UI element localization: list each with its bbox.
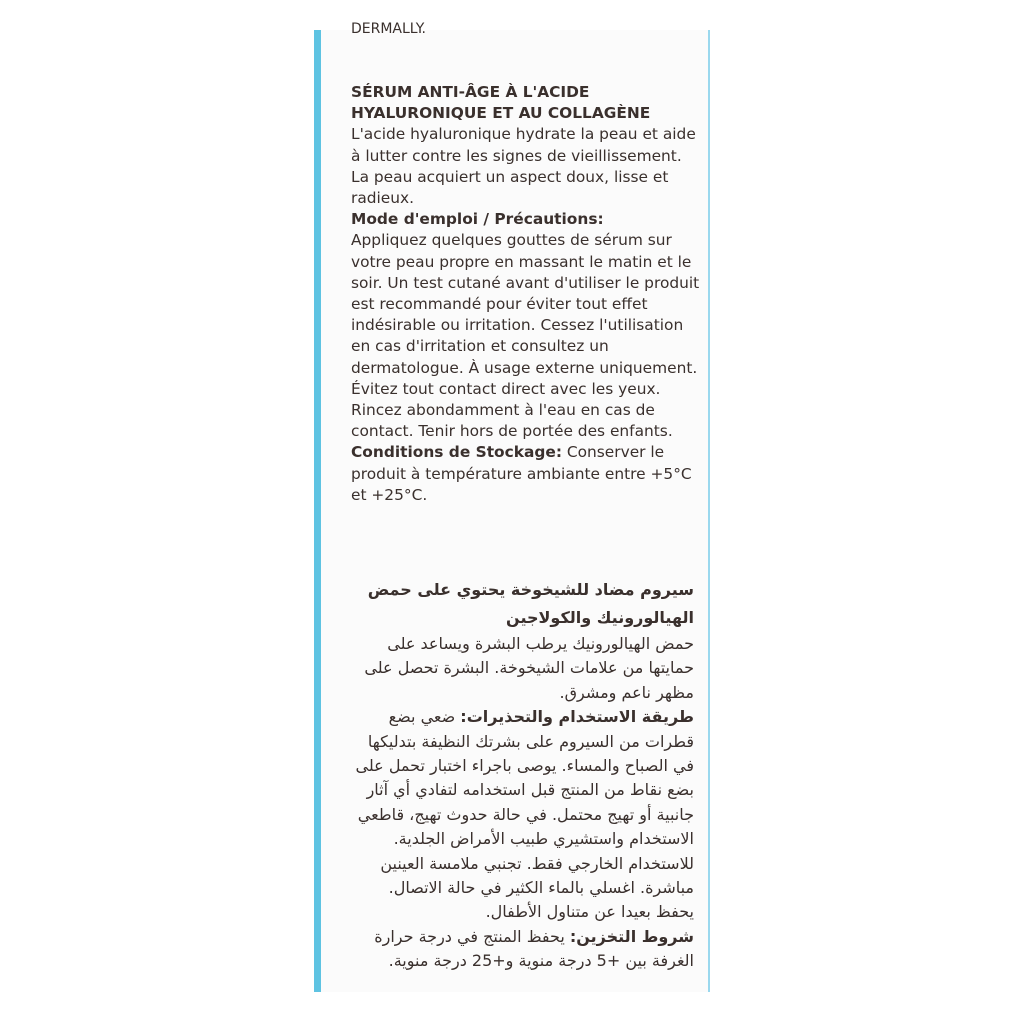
arabic-storage-text: يحفظ المنتج في درجة حرارة الغرفة بين +5 درجة منوية و+25 درجة منوية.	[374, 926, 694, 971]
arabic-title	[351, 576, 694, 632]
french-storage	[351, 442, 701, 506]
french-description: L'acide hyaluronique hydrate la peau et aide à lutter contre les signes de vieillissement. La peau acquiert un aspect doux, lisse et radieux.	[351, 125, 696, 208]
french-section	[351, 82, 701, 506]
arabic-description: حمض الهيالورونيك يرطب البشرة ويساعد على حمايتها من علامات الشيخوخة. البشرة تحصل على مظهر ناعم ومشرق.	[364, 634, 694, 702]
french-usage-text: Appliquez quelques gouttes de sérum sur votre peau propre en massant le matin et le soir. Un test cutané avant d'utiliser le produit est recommandé pour éviter tout effet indésirable ou irritation. Cessez l'utilisation en cas d'irritation et consultez un dermatologue. À usage externe uniquement. Évitez tout contact direct avec les yeux. Rincez abondamment à l'eau en cas de contact. Tenir hors de portée des enfants.	[351, 231, 700, 441]
arabic-title-line1: سيروم مضاد للشيخوخة يحتوي على حمض	[367, 580, 694, 599]
french-storage-heading: Conditions de Stockage:	[351, 443, 562, 462]
french-title	[351, 82, 701, 124]
french-storage-text: Conserver le produit à température ambiante entre +5°C et +25°C.	[351, 443, 692, 504]
arabic-storage	[351, 925, 694, 974]
french-title-line2: HYALURONIQUE ET AU COLLAGÈNE	[351, 104, 651, 123]
french-usage-heading: Mode d'emploi / Précautions:	[351, 210, 604, 229]
arabic-title-line2: الهيالورونيك والكولاجين	[506, 608, 694, 627]
arabic-usage-text: ضعي بضع قطرات من السيروم على بشرتك النظيفة بتدليكها في الصباح والمساء. يوصى باجراء اختبار تحمل على بضع نقاط من المنتج قبل استخدامه لتفادي أي آثار جانبية أو تهيج محتمل. في حالة حدوث تهيج، قاطعي الاستخدام واستشيري طبيب الأمراض الجلدية. للاستخدام الخارجي فقط. تجنبي ملامسة العينين مباشرة. اغسلي بالماء الكثير في حالة الاتصال. يحفظ بعيدا عن متناول الأطفال.	[355, 707, 694, 922]
cropped-top-text: DERMALLY.	[351, 21, 426, 37]
french-title-line1: SÉRUM ANTI-ÂGE À L'ACIDE	[351, 83, 590, 101]
label-panel	[314, 21, 710, 992]
arabic-usage-heading: طريقة الاستخدام والتحذيرات:	[460, 707, 694, 727]
arabic-usage	[351, 705, 694, 925]
arabic-storage-heading: شروط التخزين:	[569, 926, 694, 946]
arabic-section	[351, 576, 694, 974]
